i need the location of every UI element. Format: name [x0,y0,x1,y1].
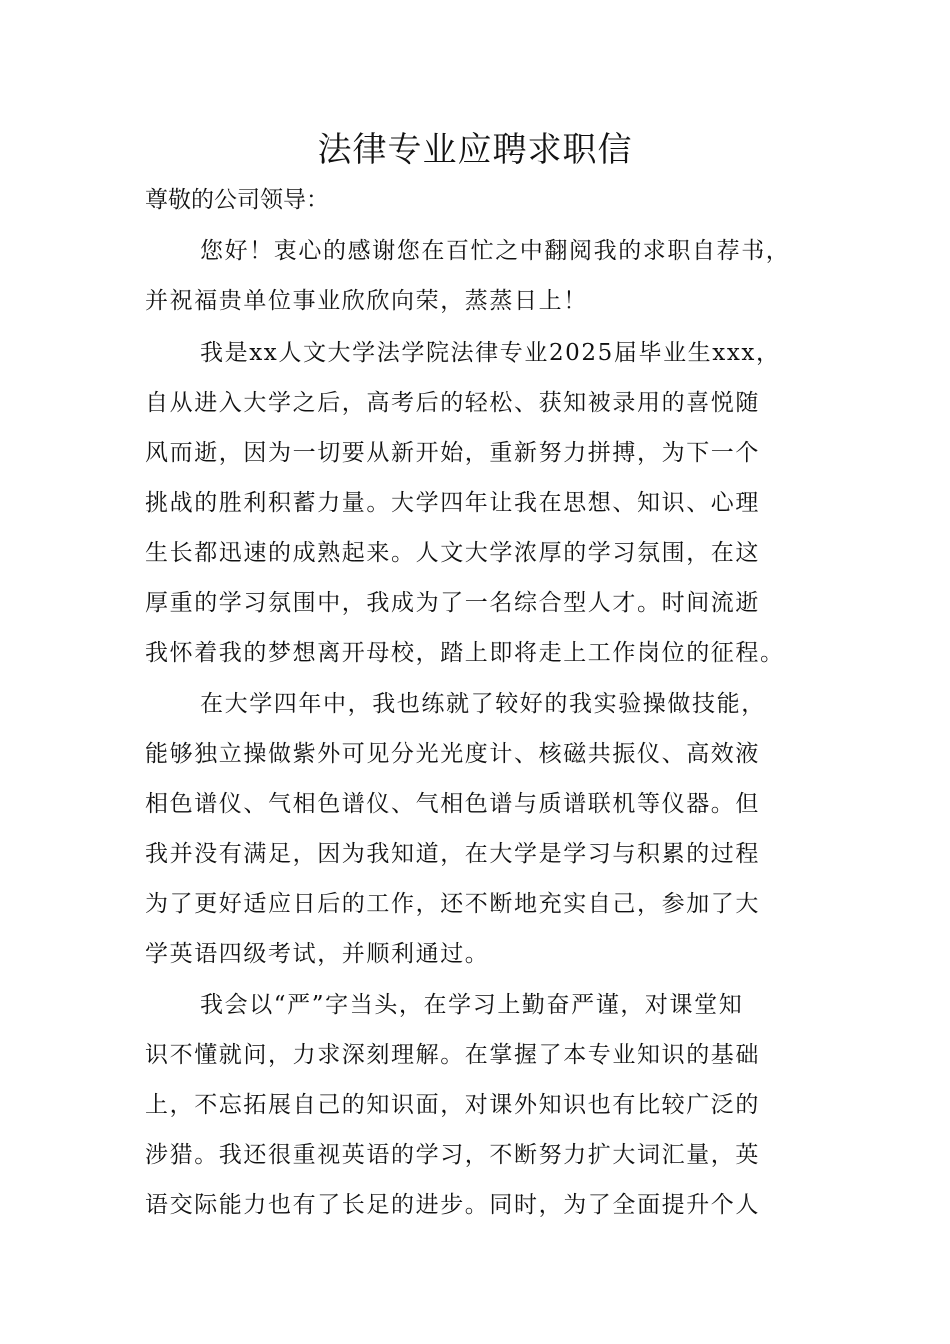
document-title: 法律专业应聘求职信 [317,130,633,170]
body-line: 相色谱仪、气相色谱仪、气相色谱与质谱联机等仪器。但 [145,791,760,817]
body-line: 您好！衷心的感谢您在百忙之中翻阅我的求职自荐书， [200,238,791,264]
body-line: 能够独立操做紫外可见分光光度计、核磁共振仪、高效液 [145,741,760,767]
body-line: 我是xx人文大学法学院法律专业2025届毕业生xxx， [200,340,781,366]
body-line: 上，不忘拓展自己的知识面，对课外知识也有比较广泛的 [145,1092,760,1118]
body-line: 为了更好适应日后的工作，还不断地充实自己，参加了大 [145,891,760,917]
body-line: 自从进入大学之后，高考后的轻松、获知被录用的喜悦随 [145,390,760,416]
body-line: 语交际能力也有了长足的进步。同时，为了全面提升个人 [145,1192,760,1218]
salutation: 尊敬的公司领导： [145,187,329,213]
body-line: 我会以“严”字当头，在学习上勤奋严谨，对课堂知 [200,992,744,1018]
body-line: 生长都迅速的成熟起来。人文大学浓厚的学习氛围，在这 [145,540,760,566]
body-line: 在大学四年中，我也练就了较好的我实验操做技能， [200,691,766,717]
body-line: 学英语四级考试，并顺利通过。 [145,941,490,967]
body-line: 我怀着我的梦想离开母校，踏上即将走上工作岗位的征程。 [145,640,785,666]
body-line: 我并没有满足，因为我知道，在大学是学习与积累的过程 [145,841,760,867]
body-line: 风而逝，因为一切要从新开始，重新努力拼搏，为下一个 [145,440,760,466]
body-line: 挑战的胜利积蓄力量。大学四年让我在思想、知识、心理 [145,490,760,516]
body-line: 识不懂就问，力求深刻理解。在掌握了本专业知识的基础 [145,1042,760,1068]
body-line: 厚重的学习氛围中，我成为了一名综合型人才。时间流逝 [145,590,760,616]
body-line: 并祝福贵单位事业欣欣向荣，蒸蒸日上！ [145,288,588,314]
body-line: 涉猎。我还很重视英语的学习，不断努力扩大词汇量，英 [145,1142,760,1168]
